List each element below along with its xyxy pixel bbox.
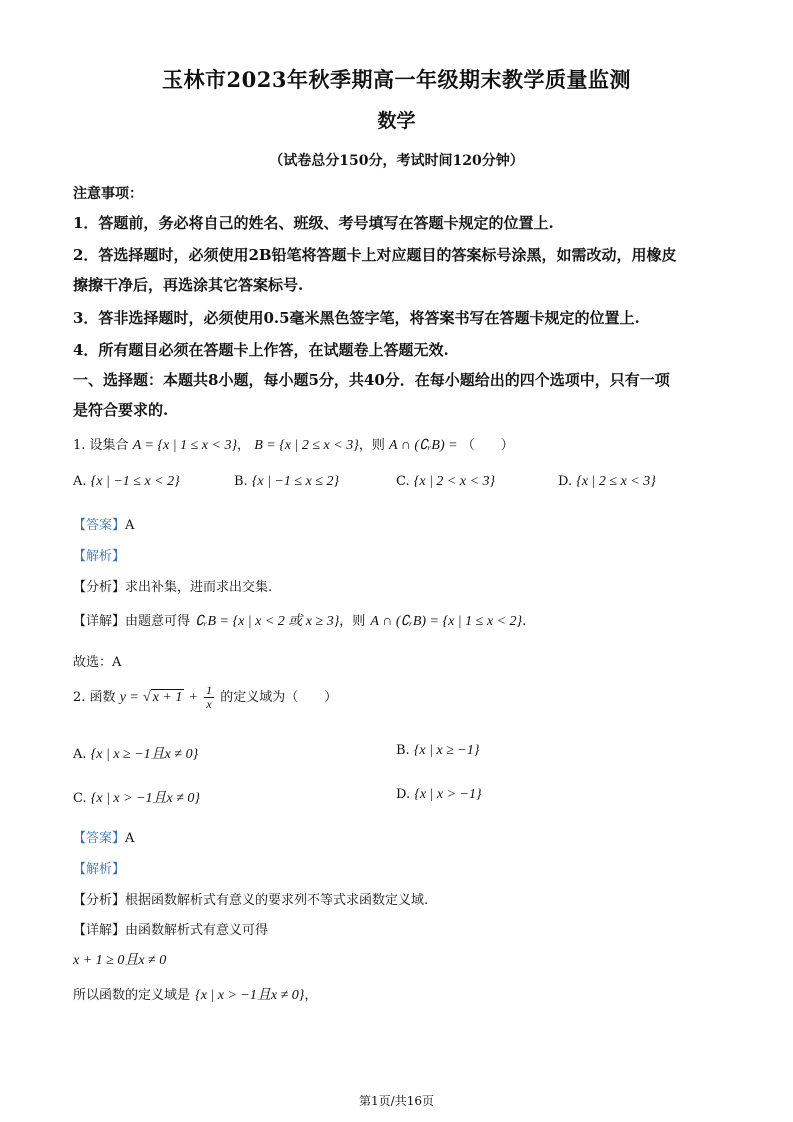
- q2-option-d: [396, 787, 482, 803]
- q2-frac-den: x: [206, 697, 212, 712]
- q1-analysis-tag: 【解析】: [73, 549, 126, 564]
- fenxi-tag: 【分析】: [73, 893, 126, 908]
- option-label: D.: [558, 474, 573, 489]
- q2-detail: [73, 919, 268, 938]
- notice-item-4: 4．所有题目必须在答题卡上作答，在试题卷上答题无效.: [73, 341, 449, 359]
- conclusion-pre: 所以函数的定义域是: [73, 988, 191, 1003]
- exam-info: （试卷总分150分，考试时间120分钟）: [269, 153, 524, 169]
- fenxi-tag: 【分析】: [73, 580, 126, 595]
- option-value: {x | x > −1且x ≠ 0}: [90, 791, 201, 806]
- detail-complement: ∁ᵣB = {x | x < 2 或 x ≥ 3}: [195, 614, 340, 629]
- q2-condition: x + 1 ≥ 0且x ≠ 0: [73, 953, 167, 968]
- option-value: {x | −1 ≤ x < 2}: [90, 474, 180, 489]
- q1-then: ，则: [358, 438, 385, 453]
- notice-item-1: 1．答题前，务必将自己的姓名、班级、考号填写在答题卡规定的位置上.: [73, 214, 554, 232]
- q1-option-b: [234, 474, 339, 490]
- subject-title: 数学: [377, 110, 416, 132]
- answer-tag: 【答案】: [73, 831, 126, 846]
- notice-heading: 注意事项：: [73, 186, 143, 202]
- q1-detail: [73, 610, 526, 630]
- q1-option-d: [558, 474, 656, 490]
- answer-tag: 【答案】: [73, 518, 126, 533]
- q2-fraction: [204, 684, 214, 711]
- option-value: {x | −1 ≤ x ≤ 2}: [251, 474, 340, 489]
- option-value: {x | x ≥ −1且x ≠ 0}: [90, 747, 199, 762]
- option-value: {x | x ≥ −1}: [413, 743, 480, 758]
- section-heading-cont: 是符合要求的.: [73, 401, 169, 419]
- detail-pre: 由题意可得: [125, 614, 191, 629]
- detail-tag: 【详解】: [73, 614, 126, 629]
- question-2: [73, 684, 337, 711]
- q2-suffix: 的定义域为（ ）: [220, 690, 338, 706]
- q2-plus: +: [188, 690, 198, 706]
- notice-item-3: 3．答非选择题时，必须使用0.5毫米黑色签字笔，将答案书写在答题卡规定的位置上.: [73, 309, 640, 327]
- q1-choose: 故选：A: [73, 655, 122, 670]
- option-label: B.: [234, 474, 248, 489]
- notice-item-2a: 2．答选择题时，必须使用2B铅笔将答题卡上对应题目的答案标号涂黑，如需改动，用橡皮: [73, 246, 677, 264]
- detail-mid: ，则: [339, 614, 366, 629]
- q2-fenxi: [73, 889, 428, 908]
- q2-answer: [73, 827, 134, 846]
- q1-expr: A ∩ (∁ᵣB) =: [388, 438, 458, 453]
- q2-prefix: 2. 函数: [73, 690, 116, 706]
- option-label: A.: [73, 474, 87, 489]
- page-number: 第1页/共16页: [359, 1094, 434, 1108]
- q2-option-b: [396, 743, 479, 759]
- q1-option-c: [396, 474, 495, 490]
- q1-prefix: 1. 设集合: [73, 438, 129, 453]
- option-value: {x | 2 < x < 3}: [413, 474, 496, 489]
- q2-func-lhs: y =: [119, 690, 139, 706]
- fenxi-text: 根据函数解析式有意义的要求列不等式求函数定义域.: [125, 893, 429, 908]
- q2-frac-num: 1: [206, 683, 213, 697]
- conclusion-set: {x | x > −1且x ≠ 0}: [195, 988, 305, 1003]
- detail-tag: 【详解】: [73, 923, 126, 938]
- q1-set-a: A = {x | 1 ≤ x < 3}: [132, 438, 238, 453]
- page-title: 玉林市2023年秋季期高一年级期末教学质量监测: [162, 67, 631, 92]
- answer-value: A: [125, 831, 135, 846]
- q1-set-b: B = {x | 2 ≤ x < 3}: [254, 438, 359, 453]
- q2-conclusion: [73, 984, 317, 1004]
- q2-option-c: [73, 787, 200, 807]
- notice-item-2b: 擦擦干净后，再选涂其它答案标号.: [73, 276, 304, 294]
- option-value: {x | 2 ≤ x < 3}: [576, 474, 656, 489]
- option-label: B.: [396, 743, 410, 758]
- q1-fenxi: [73, 576, 272, 595]
- section-heading: 一、选择题：本题共8小题，每小题5分，共40分．在每小题给出的四个选项中，只有一项: [73, 371, 670, 389]
- option-label: C.: [73, 791, 87, 806]
- q1-option-a: [73, 474, 180, 490]
- detail-end: .: [522, 614, 527, 629]
- option-label: A.: [73, 747, 87, 762]
- option-label: C.: [396, 474, 410, 489]
- option-label: D.: [396, 787, 411, 802]
- detail-text: 由函数解析式有意义可得: [125, 923, 269, 938]
- q1-sep: ，: [237, 438, 251, 453]
- detail-result: A ∩ (∁ᵣB) = {x | 1 ≤ x < 2}: [370, 614, 523, 629]
- conclusion-end: ，: [304, 988, 318, 1003]
- q2-sqrt: √ x + 1: [143, 690, 183, 706]
- option-value: {x | x > −1}: [414, 787, 482, 802]
- q2-analysis-tag: 【解析】: [73, 862, 126, 877]
- question-1: [73, 434, 514, 454]
- fenxi-text: 求出补集，进而求出交集.: [125, 580, 273, 595]
- answer-value: A: [125, 518, 135, 533]
- q2-sqrt-radicand: x + 1: [152, 690, 183, 706]
- q1-answer: [73, 514, 134, 533]
- q2-option-a: [73, 743, 198, 763]
- q1-paren: （ ）: [461, 438, 514, 453]
